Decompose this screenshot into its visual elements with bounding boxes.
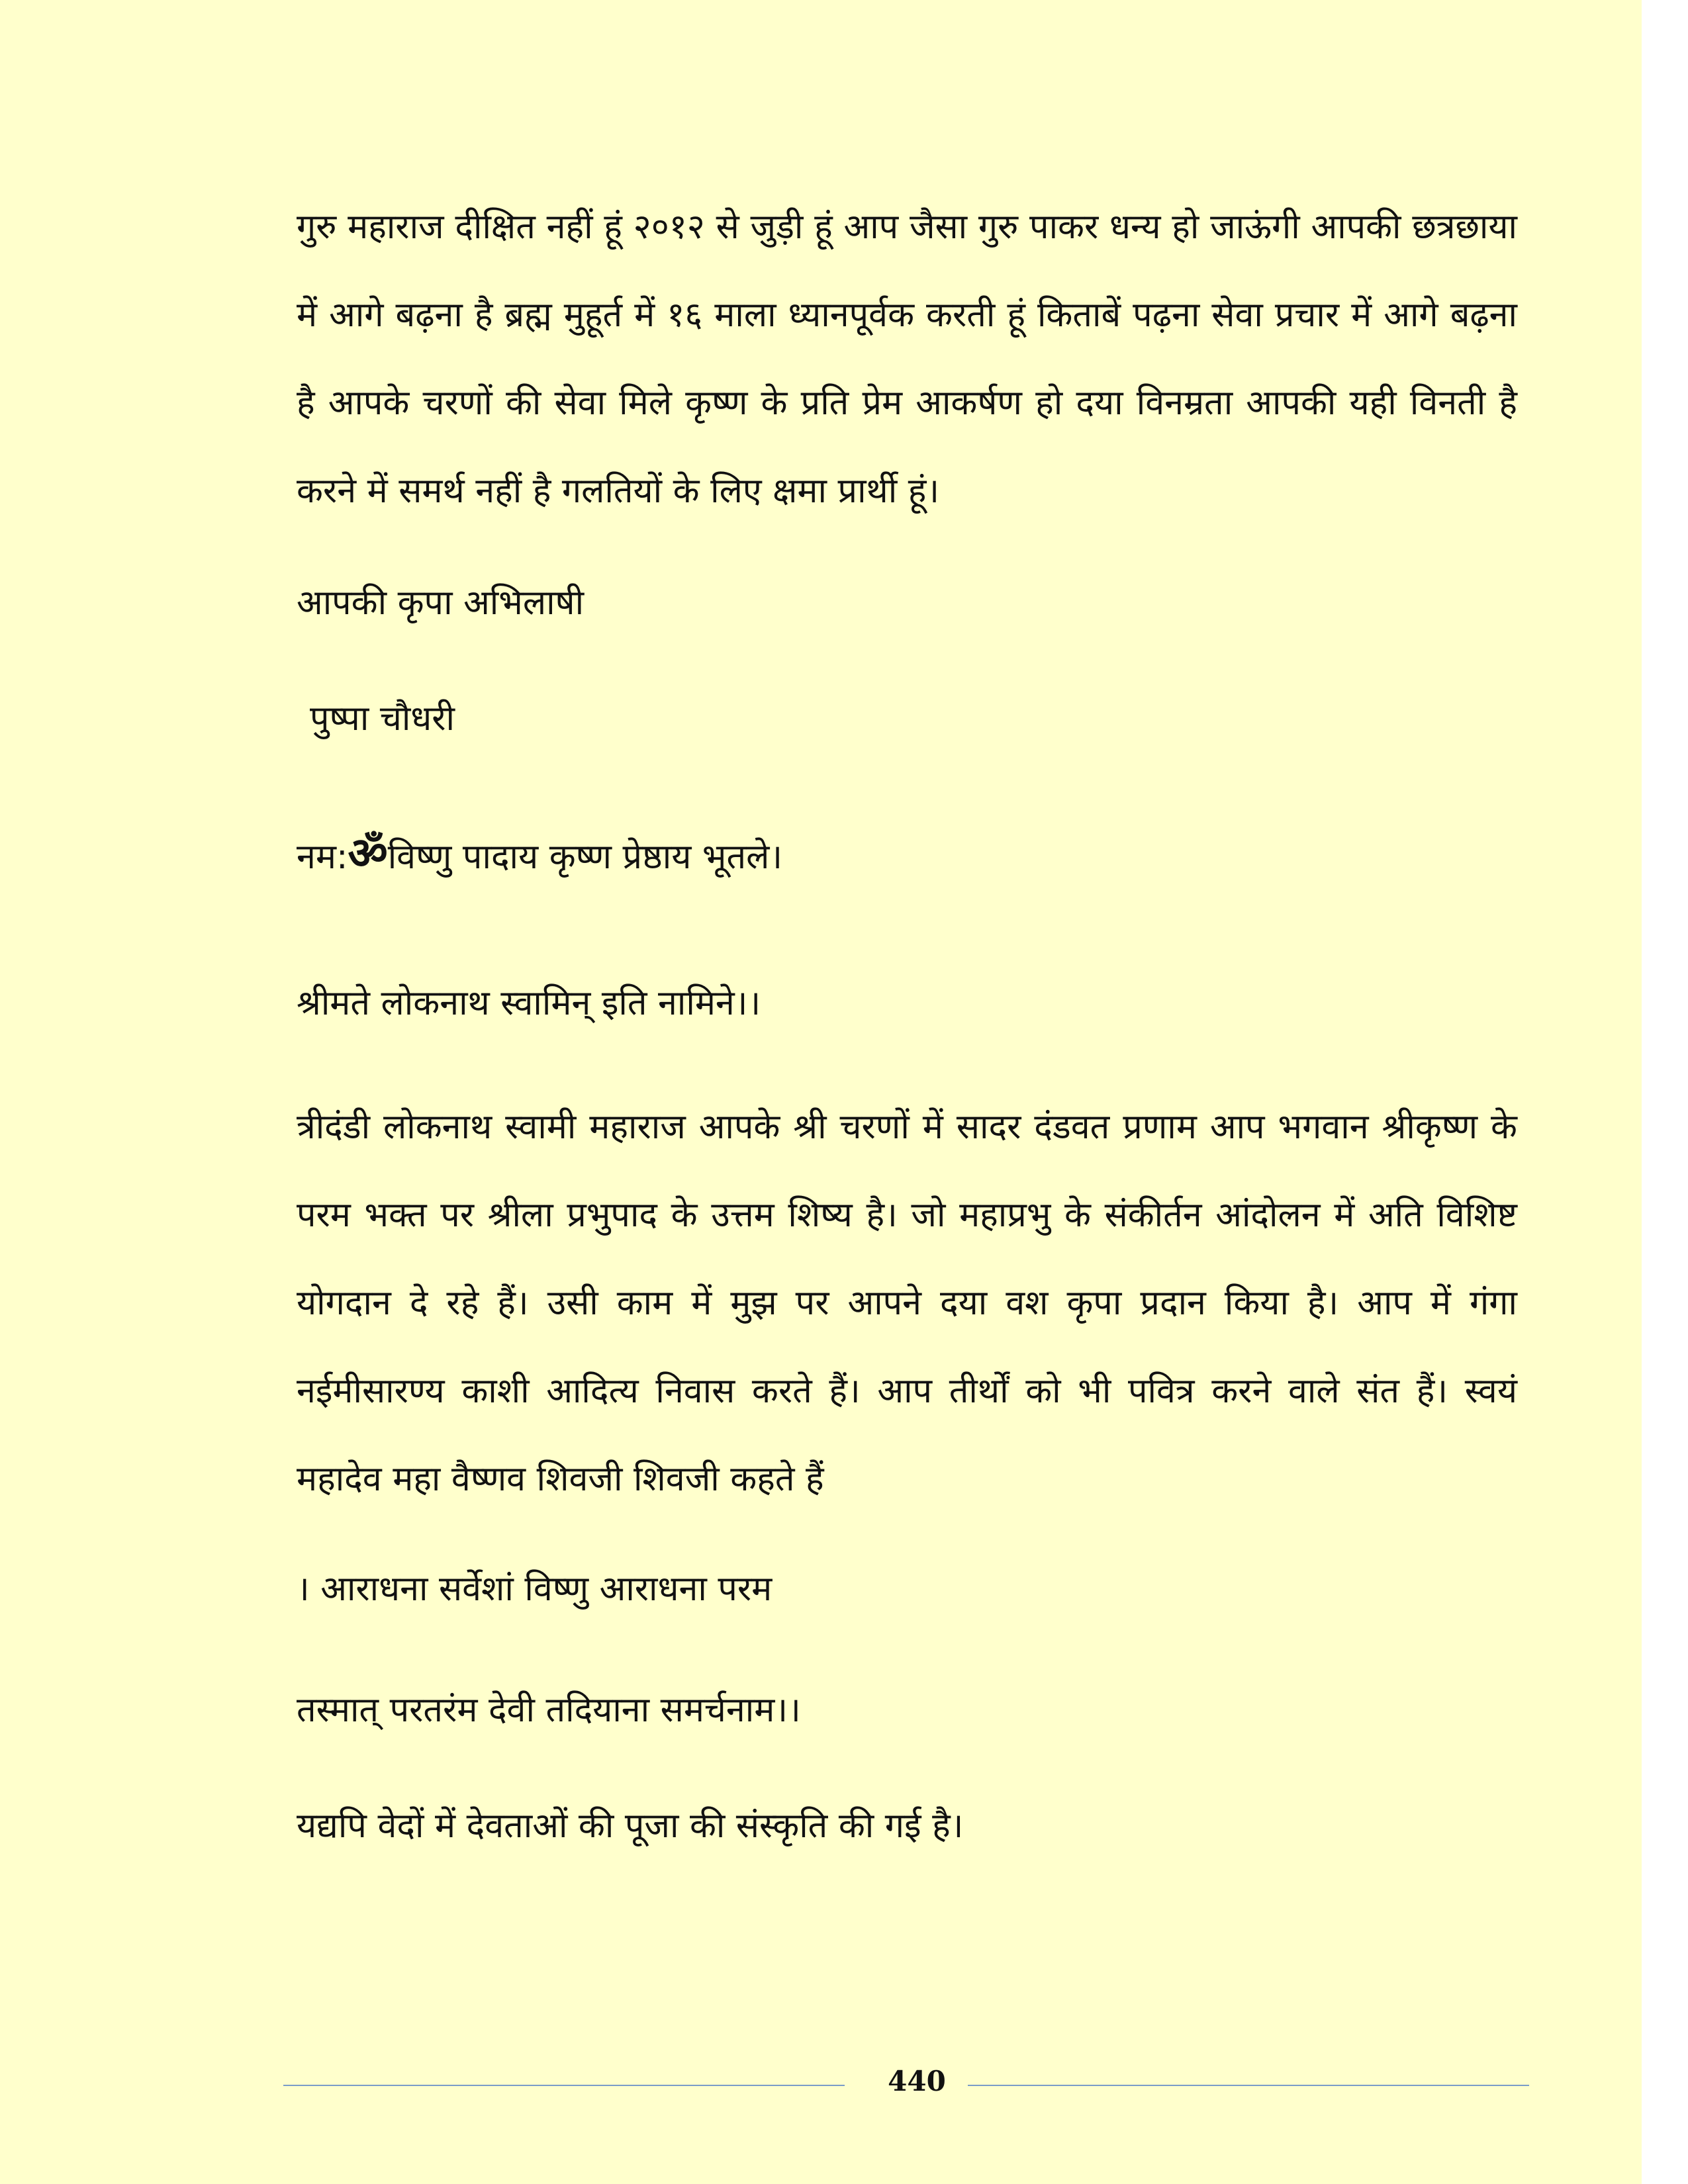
verse-line-3: । आराधना सर्वेशां विष्णु आराधना परम: [297, 1569, 773, 1609]
signature-name: पुष्पा चौधरी: [310, 699, 455, 739]
footer-rule-right: [968, 2085, 1529, 2086]
footer-rule-left: [283, 2085, 845, 2086]
om-icon: ॐ: [348, 828, 388, 879]
page-number: 440: [888, 2065, 946, 2097]
closing-line: यद्यपि वेदों में देवताओं की पूजा की संस्कृति की गई है।: [297, 1806, 964, 1846]
verse-line-1-prefix: नम:: [297, 837, 348, 877]
verse-line-1-rest: विष्णु पादाय कृष्ण प्रेष्ठाय भूतले।: [387, 837, 783, 877]
verse-line-1: [297, 827, 782, 880]
verse-line-4: तस्मात् परतरंम देवी तदियाना समर्चनाम।।: [297, 1690, 801, 1730]
paragraph-1: गुरु महाराज दीक्षित नहीं हूं २०१२ से जुड़ी हूं आप जैसा गुरु पाकर धन्य हो जाऊंगी आपकी छत्रछाया में आगे बढ़ना है ब्रह्म मुहूर्त में १६ माला ध्यानपूर्वक करती हूं किताबें पढ़ना सेवा प्रचार में आगे बढ़ना है आपके चरणों की सेवा मिले कृष्ण के प्रति प्रेम आकर्षण हो दया विनम्रता आपकी यही विनती है करने में समर्थ नहीं है गलतियों के लिए क्षमा प्रार्थी हूं।: [297, 207, 1517, 511]
paragraph-2: त्रीदंडी लोकनाथ स्वामी महाराज आपके श्री चरणों में सादर दंडवत प्रणाम आप भगवान श्रीकृष्ण के परम भक्त पर श्रीला प्रभुपाद के उत्तम शिष्य है। जो महाप्रभु के संकीर्तन आंदोलन में अति विशिष्ट योगदान दे रहे हैं। उसी काम में मुझ पर आपने दया वश कृपा प्रदान किया है। आप में गंगा नईमीसारण्य काशी आदित्य निवास करते हैं। आप तीर्थों को भी पवित्र करने वाले संत हैं। स्वयं महादेव महा वैष्णव शिवजी शिवजी कहते हैं: [297, 1107, 1517, 1499]
closing-salutation: आपकी कृपा अभिलाषी: [297, 583, 585, 623]
verse-line-2: श्रीमते लोकनाथ स्वामिन् इति नामिने।।: [297, 983, 761, 1023]
